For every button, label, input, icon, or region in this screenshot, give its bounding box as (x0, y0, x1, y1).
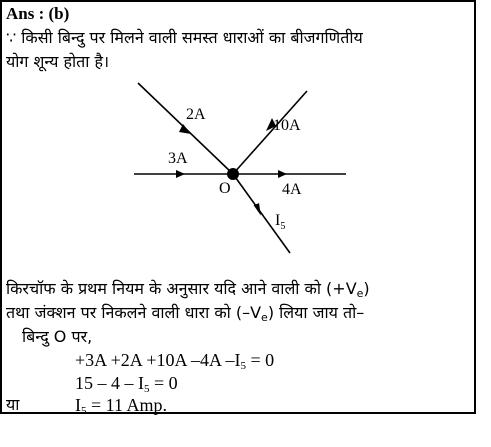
label-4a: 4A (282, 181, 302, 198)
arrow-3a (176, 170, 185, 178)
explanation-line-3: बिन्दु O पर, (22, 327, 93, 346)
arrow-4a (278, 170, 287, 178)
or-label: या (6, 395, 20, 414)
statement-line-2: योग शून्य होता है। (6, 52, 110, 71)
junction-node (227, 168, 239, 180)
label-2a: 2A (186, 106, 206, 123)
label-10a: 10A (273, 117, 301, 134)
label-i5: $I_5$ (275, 212, 286, 232)
explanation-line-2: तथा जंक्शन पर निकलने वाली धारा को $(-V_e)$ लिया जाय तो– (6, 303, 365, 324)
statement-line-1: ∵ किसी बिन्दु पर मिलने वाली समस्त धाराओं का बीजगणितीय (6, 28, 363, 47)
equation-3: $I_5 = 11$ Amp. (75, 395, 167, 417)
answer-heading: Ans : (b) (6, 4, 70, 23)
explanation-line-1: किरचॉफ के प्रथम नियम के अनुसार यदि आने वाली को $(+V_e)$ (6, 279, 370, 300)
arrow-2a (179, 124, 191, 134)
equation-1: +3A +2A +10A –4A $-I_5 = 0$ (75, 350, 275, 372)
label-3a: 3A (168, 150, 188, 167)
equation-2: $15 - 4 - I_5 = 0$ (75, 373, 178, 395)
label-node-o: O (219, 180, 231, 197)
